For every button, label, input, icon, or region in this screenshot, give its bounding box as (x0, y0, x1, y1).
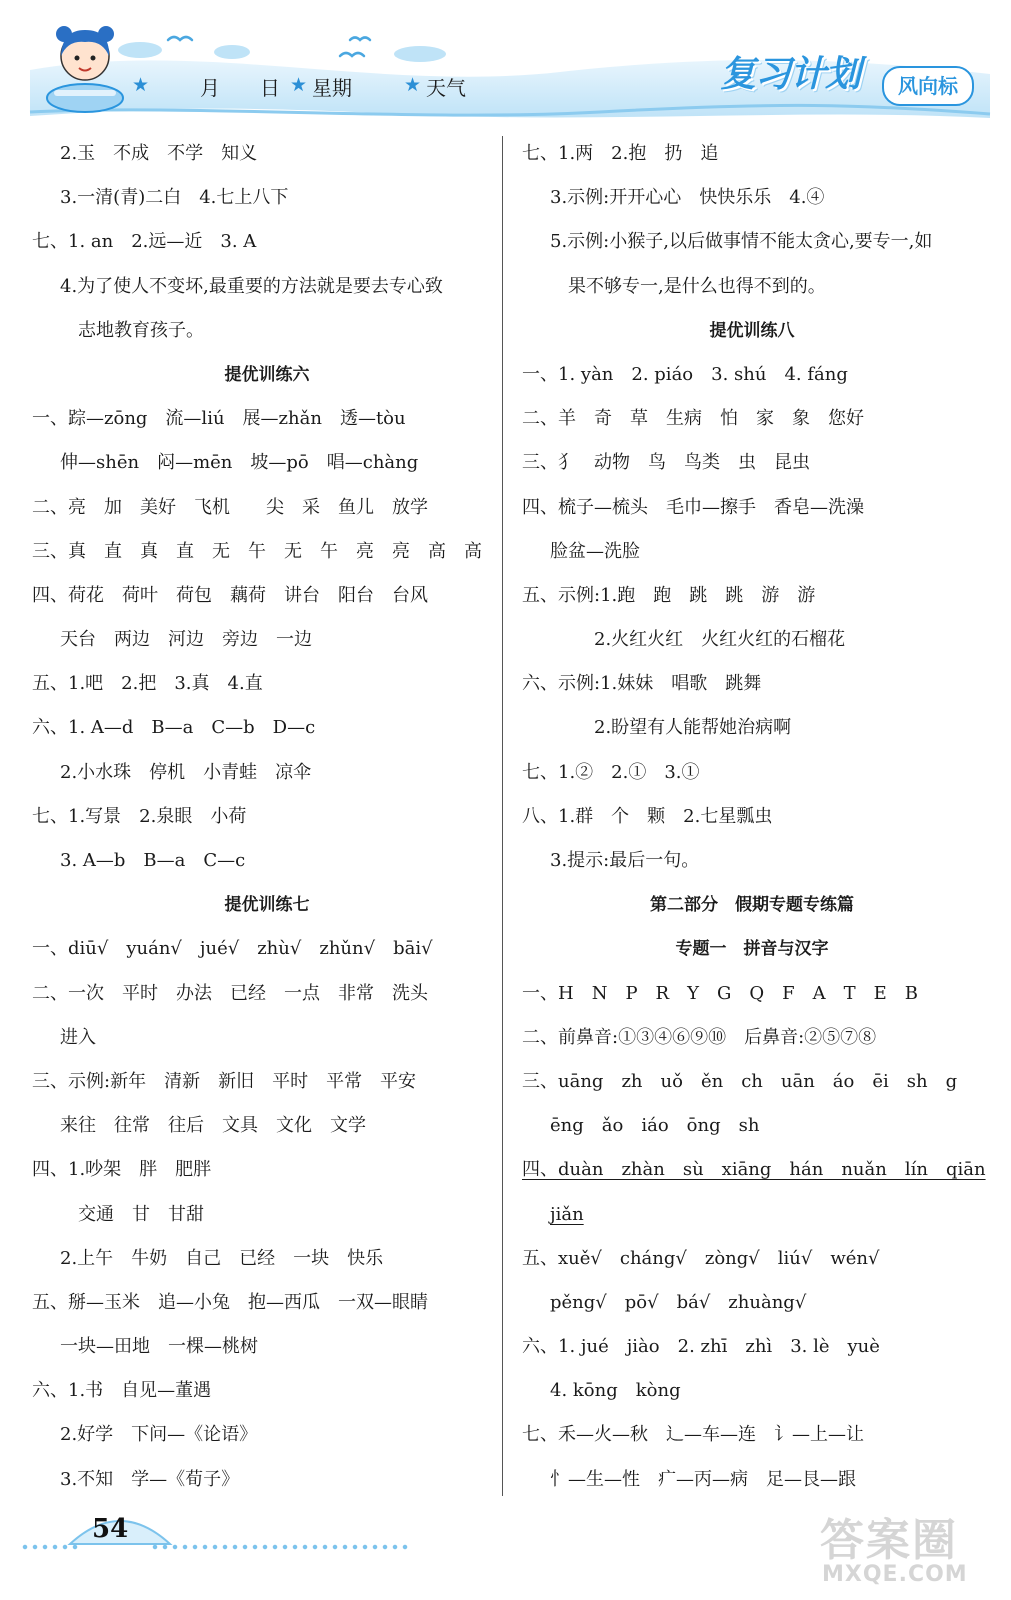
answer-line: 三、示例:新年 清新 新旧 平时 平常 平安 (32, 1070, 417, 1092)
answer-line: 六、1. A—d B—a C—b D—c (32, 717, 316, 739)
answer-line: 五、xuě√ cháng√ zòng√ liú√ wén√ (522, 1247, 880, 1269)
answer-line: 一、1. yàn 2. piáo 3. shú 4. fáng (522, 363, 848, 385)
section-heading: 第二部分 假期专题专练篇 (650, 895, 854, 916)
answer-line: 天台 两边 河边 旁边 一边 (60, 629, 312, 651)
answer-line: 六、示例:1.妹妹 唱歌 跳舞 (522, 673, 762, 695)
page-header (0, 0, 1011, 130)
star-icon: ★ (132, 74, 150, 96)
answer-line: 来往 往常 往后 文具 文化 文学 (60, 1115, 366, 1137)
answer-line: 2.火红火红 火红火红的石榴花 (594, 629, 846, 651)
answer-line: 三、犭 动物 鸟 鸟类 虫 昆虫 (522, 452, 810, 474)
section-heading: 提优训练七 (224, 895, 310, 916)
star-icon: ★ (404, 74, 422, 96)
answer-line: 二、前鼻音:①③④⑥⑨⑩ 后鼻音:②⑤⑦⑧ (522, 1026, 877, 1048)
answer-line: 四、梳子—梳头 毛巾—擦手 香皂—洗澡 (522, 496, 864, 518)
dotted-rule (20, 1544, 80, 1550)
answer-line: 六、1. jué jiào 2. zhī zhì 3. lè yuè (522, 1336, 880, 1358)
answer-line: ēng ǎo iáo ōng sh (550, 1115, 760, 1137)
column-divider (502, 136, 503, 1496)
answer-line: 五、掰—玉米 追—小兔 抱—西瓜 一双—眼睛 (32, 1291, 428, 1313)
answer-line: 四、duàn zhàn sù xiāng hán nuǎn lín qiān (522, 1159, 986, 1181)
answer-line: 3.提示:最后一句。 (550, 850, 700, 871)
answer-line: 4.为了使人不变坏,最重要的方法就是要去专心致 (60, 275, 443, 297)
brand-subtitle: 风向标 (882, 66, 974, 106)
answer-line: 伸—shēn 闷—mēn 坡—pō 唱—chàng (60, 452, 419, 474)
answer-line: 七、1.两 2.抱 扔 追 (522, 143, 719, 164)
answer-line: 4. kōng kòng (550, 1380, 681, 1402)
month-label: 月 (200, 76, 220, 100)
star-icon: ★ (290, 74, 308, 96)
page-number: 54 (92, 1514, 129, 1544)
left-answer-column (32, 132, 502, 1502)
answer-line: jiǎn (550, 1203, 584, 1225)
answer-line: 四、1.吵架 胖 肥胖 (32, 1159, 212, 1181)
answer-line: 二、一次 平时 办法 已经 一点 非常 洗头 (32, 982, 428, 1004)
answer-line: 2.好学 下问—《论语》 (60, 1424, 258, 1446)
dotted-rule (150, 1544, 410, 1550)
answer-line: 六、1.书 自见—董遇 (32, 1380, 212, 1402)
site-watermark (814, 1500, 994, 1600)
weather-label: 天气 (426, 76, 466, 100)
weekday-label: 星期 (312, 76, 352, 100)
answer-line: pěng√ pō√ bá√ zhuàng√ (550, 1291, 807, 1313)
day-label: 日 (260, 76, 280, 100)
answer-line: 七、1.写景 2.泉眼 小荷 (32, 805, 247, 827)
watermark-title: 答案圈 (820, 1515, 958, 1566)
answer-line: 一、踪—zōng 流—liú 展—zhǎn 透—tòu (32, 408, 406, 430)
answer-line: 2.小水珠 停机 小青蛙 凉伞 (60, 761, 312, 783)
answer-line: 3. A—b B—a C—c (60, 850, 246, 871)
answer-line: 一、diū√ yuán√ jué√ zhù√ zhǔn√ bāi√ (32, 938, 433, 960)
brand-title: 复习计划 (720, 54, 861, 95)
section-heading: 提优训练六 (224, 364, 310, 385)
answer-line: 三、uāng zh uǒ ěn ch uān áo ēi sh g (522, 1070, 958, 1092)
answer-line: 五、1.吧 2.把 3.真 4.直 (32, 673, 263, 695)
answer-line: 3.一清(青)二白 4.七上八下 (60, 187, 289, 209)
section-heading: 提优训练八 (709, 320, 795, 341)
answer-line: 七、1.② 2.① 3.① (522, 761, 700, 783)
answer-line: 进入 (60, 1026, 96, 1048)
answer-line: 二、羊 奇 草 生病 怕 家 象 您好 (522, 408, 864, 430)
answer-line: 2.上午 牛奶 自己 已经 一块 快乐 (60, 1247, 384, 1269)
answer-line: 果不够专一,是什么也得不到的。 (568, 275, 826, 297)
answer-line: 5.示例:小猴子,以后做事情不能太贪心,要专一,如 (550, 231, 933, 253)
right-answer-column (522, 132, 986, 1502)
answer-line: 二、亮 加 美好 飞机 尖 采 鱼儿 放学 (32, 496, 428, 518)
watermark-url: MXQE.COM (822, 1562, 968, 1587)
answer-line: 忄—生—性 疒—丙—病 足—艮—跟 (550, 1468, 856, 1490)
answer-line: 3.示例:开开心心 快快乐乐 4.④ (550, 187, 825, 209)
answer-line: 交通 甘 甘甜 (78, 1203, 204, 1225)
answer-line: 八、1.群 个 颗 2.七星瓢虫 (522, 805, 773, 827)
answer-line: 七、1. an 2.远—近 3. A (32, 231, 257, 253)
girl-mascot-icon (40, 16, 130, 116)
answer-line: 五、示例:1.跑 跑 跳 跳 游 游 (522, 584, 816, 606)
answer-line: 志地教育孩子。 (78, 319, 204, 341)
answer-line: 三、真 直 真 直 无 午 无 午 亮 亮 高 高 (32, 540, 482, 562)
answer-line: 3.不知 学—《荀子》 (60, 1468, 240, 1490)
answer-line: 一、H N P R Y G Q F A T E B (522, 982, 918, 1004)
answer-line: 四、荷花 荷叶 荷包 藕荷 讲台 阳台 台风 (32, 584, 428, 606)
answer-line: 2.盼望有人能帮她治病啊 (594, 717, 792, 739)
section-heading: 专题一 拼音与汉字 (675, 939, 829, 960)
answer-line: 脸盆—洗脸 (550, 540, 640, 562)
answer-line: 2.玉 不成 不学 知义 (60, 143, 258, 164)
answer-line: 一块—田地 一棵—桃树 (60, 1336, 258, 1358)
answer-line: 七、禾—火—秋 辶—车—连 讠—上—让 (522, 1424, 864, 1446)
